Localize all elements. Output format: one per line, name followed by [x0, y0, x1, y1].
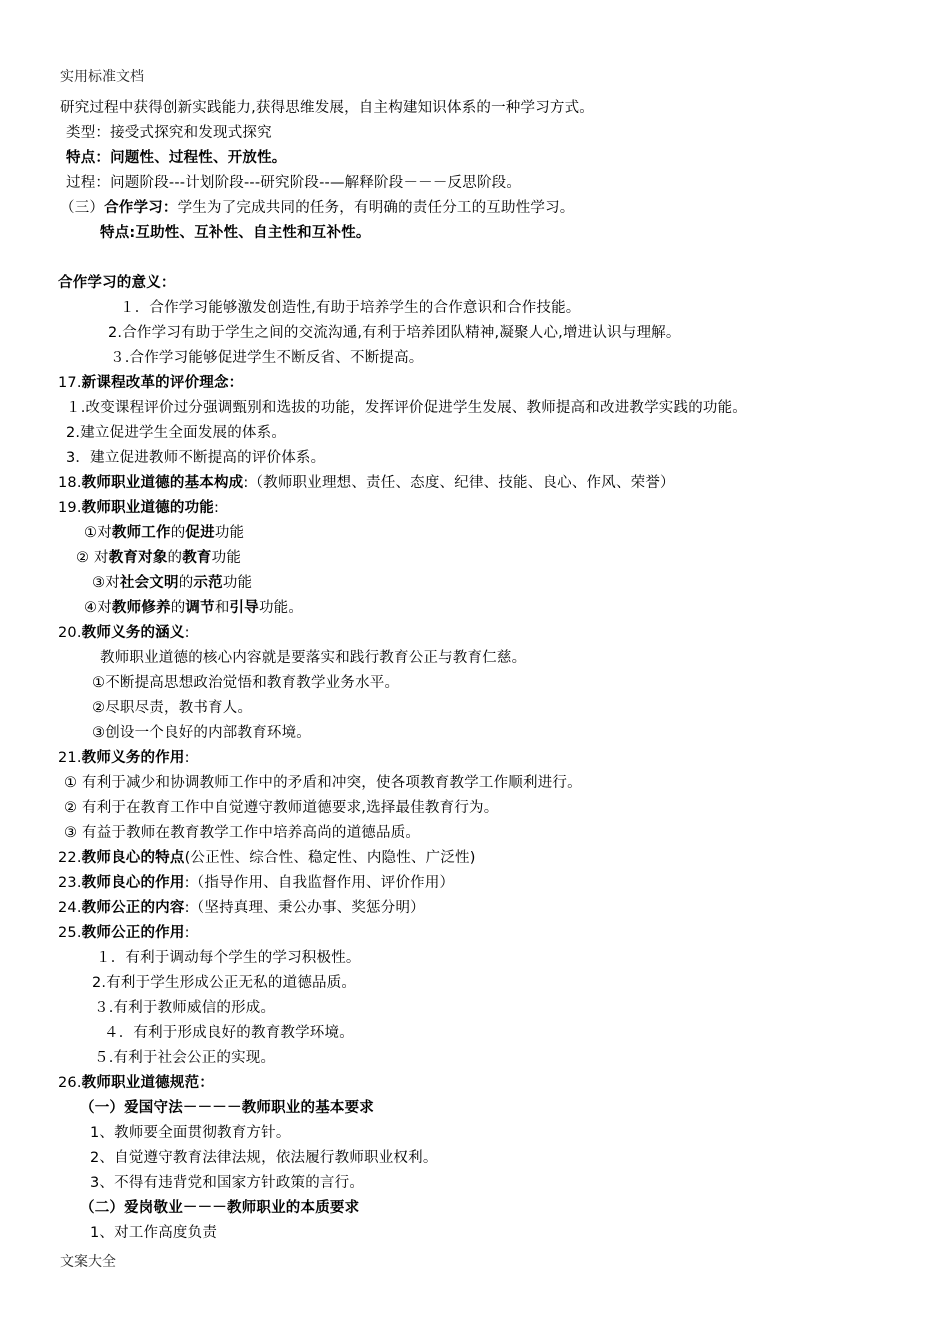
section-heading	[58, 898, 425, 918]
bold-text: 调节	[185, 600, 215, 616]
section-heading	[58, 873, 454, 893]
text-line	[84, 523, 244, 543]
text-span: 18.	[58, 475, 82, 491]
text-span: ② 对	[76, 550, 109, 566]
text-line: ③创设一个良好的内部教育环境。	[92, 725, 311, 741]
text-line: ５.有利于社会公正的实现。	[94, 1050, 276, 1066]
bold-text: 教师工作	[111, 525, 171, 541]
bold-text: 新课程改革的评价理念：	[81, 375, 244, 391]
bold-text: 社会文明	[119, 575, 179, 591]
text-span: :	[213, 500, 220, 516]
text-line: 1、对工作高度负责	[90, 1225, 218, 1241]
text-line	[76, 548, 241, 568]
text-span: 24.	[58, 900, 82, 916]
text-line: ３.有利于教师威信的形成。	[94, 1000, 276, 1016]
bold-text: 引导	[229, 600, 259, 616]
text-line: 2.建立促进学生全面发展的体系。	[66, 425, 287, 441]
bold-text: 教师良心的特点	[81, 850, 185, 866]
text-line	[60, 198, 575, 218]
text-span: ①对	[84, 525, 112, 541]
bold-text: （二）爱岗敬业－－－教师职业的本质要求	[80, 1200, 360, 1216]
bold-text: 合作学习的意义：	[58, 275, 176, 291]
text-line: 3、不得有违背党和国家方针政策的言行。	[90, 1175, 365, 1191]
text-span: 21.	[58, 750, 82, 766]
text-span: 22.	[58, 850, 82, 866]
section-heading	[58, 273, 176, 293]
text-line: １.改变课程评价过分强调甄别和选拔的功能，发挥评价促进学生发展、教师提高和改进教学实践的功能。	[66, 400, 748, 416]
text-span: :（教师职业理想、责任、态度、纪律、技能、良心、作风、荣誉）	[243, 475, 675, 491]
text-span: 的	[178, 575, 194, 591]
text-line: １．有利于调动每个学生的学习积极性。	[96, 950, 361, 966]
bold-text: （一）爱国守法－－－－教师职业的基本要求	[80, 1100, 374, 1116]
text-line: ① 有利于减少和协调教师工作中的矛盾和冲突，使各项教育教学工作顺利进行。	[64, 775, 582, 791]
text-line: 1、教师要全面贯彻教育方针。	[90, 1125, 291, 1141]
text-span: 功能。	[258, 600, 304, 616]
section-heading	[58, 848, 476, 868]
text-line: 类型：接受式探究和发现式探究	[66, 125, 272, 141]
text-span: （三）	[60, 200, 105, 216]
subsection-heading	[80, 1098, 374, 1118]
section-heading	[58, 623, 190, 643]
bold-text: 特点:互助性、互补性、自主性和互补性。	[100, 225, 371, 241]
text-span: 23.	[58, 875, 82, 891]
page-footer: 文案大全	[60, 1254, 116, 1270]
text-line: 2.有利于学生形成公正无私的道德品质。	[92, 975, 357, 991]
bold-text: 教师职业道德的功能	[81, 500, 214, 516]
text-line	[66, 148, 287, 168]
section-heading	[58, 373, 243, 393]
section-heading	[58, 473, 675, 493]
page-header: 实用标准文档	[60, 69, 144, 85]
text-span: ④对	[84, 600, 112, 616]
text-span: 26.	[58, 1075, 82, 1091]
text-span: 功能	[222, 575, 253, 591]
text-line: ②尽职尽责，教书育人。	[92, 700, 253, 716]
text-span: :（指导作用、自我监督作用、评价作用）	[184, 875, 455, 891]
text-span: 功能	[211, 550, 242, 566]
bold-text: 教师公正的内容	[81, 900, 185, 916]
subsection-heading	[80, 1198, 359, 1218]
text-span: (公正性、综合性、稳定性、内隐性、广泛性)	[184, 850, 476, 866]
text-span: :（坚持真理、秉公办事、奖惩分明）	[184, 900, 425, 916]
text-span: 的	[167, 550, 183, 566]
text-line: 3．建立促进教师不断提高的评价体系。	[66, 450, 326, 466]
bold-text: 教师职业道德规范：	[81, 1075, 214, 1091]
text-line	[84, 598, 303, 618]
text-line: ② 有利于在教育工作中自觉遵守教师道德要求,选择最佳教育行为。	[64, 800, 499, 816]
text-line	[92, 573, 252, 593]
text-line	[100, 223, 371, 243]
bold-text: 教师公正的作用	[81, 925, 185, 941]
bold-text: 教育对象	[108, 550, 168, 566]
bold-text: 特点：问题性、过程性、开放性。	[66, 150, 287, 166]
text-span: :	[184, 925, 190, 941]
bold-text: 教师修养	[111, 600, 171, 616]
bold-text: 教师义务的涵义	[81, 625, 185, 641]
bold-text: 促进	[185, 525, 215, 541]
section-heading	[58, 498, 219, 518]
text-span: 的	[170, 600, 186, 616]
text-line: 2、自觉遵守教育法律法规，依法履行教师职业权利。	[90, 1150, 438, 1166]
text-line: ３.合作学习能够促进学生不断反省、不断提高。	[110, 350, 424, 366]
text-line: 教师职业道德的核心内容就是要落实和践行教育公正与教育仁慈。	[100, 650, 527, 666]
text-span: 功能	[214, 525, 245, 541]
text-span: 的	[170, 525, 186, 541]
text-span: 和	[214, 600, 230, 616]
text-line: ４．有利于形成良好的教育教学环境。	[104, 1025, 354, 1041]
text-line: １．合作学习能够激发创造性,有助于培养学生的合作意识和合作技能。	[120, 300, 581, 316]
bold-text: 教育	[182, 550, 212, 566]
text-line: 过程：问题阶段---计划阶段---研究阶段--—解释阶段－－－反思阶段。	[66, 175, 522, 191]
text-span: :	[184, 625, 190, 641]
text-line: 研究过程中获得创新实践能力,获得思维发展，自主构建知识体系的一种学习方式。	[60, 100, 595, 116]
bold-text: 合作学习：	[104, 200, 178, 216]
bold-text: 教师职业道德的基本构成	[81, 475, 244, 491]
text-span: 学生为了完成共同的任务，有明确的责任分工的互助性学习。	[177, 200, 575, 216]
bold-text: 示范	[193, 575, 223, 591]
text-span: 25.	[58, 925, 82, 941]
text-span: ③对	[92, 575, 120, 591]
text-span: 17.	[58, 375, 82, 391]
text-span: 20.	[58, 625, 82, 641]
section-heading	[58, 923, 190, 943]
text-line: ③ 有益于教师在教育教学工作中培养高尚的道德品质。	[64, 825, 421, 841]
bold-text: 教师良心的作用	[81, 875, 185, 891]
bold-text: 教师义务的作用	[81, 750, 185, 766]
text-span: :	[184, 750, 190, 766]
text-line: ①不断提高思想政治觉悟和教育教学业务水平。	[92, 675, 400, 691]
text-line: 2.合作学习有助于学生之间的交流沟通,有利于培养团队精神,凝聚人心,增进认识与理解。	[108, 325, 681, 341]
text-span: 19.	[58, 500, 82, 516]
section-heading	[58, 748, 190, 768]
section-heading	[58, 1073, 214, 1093]
